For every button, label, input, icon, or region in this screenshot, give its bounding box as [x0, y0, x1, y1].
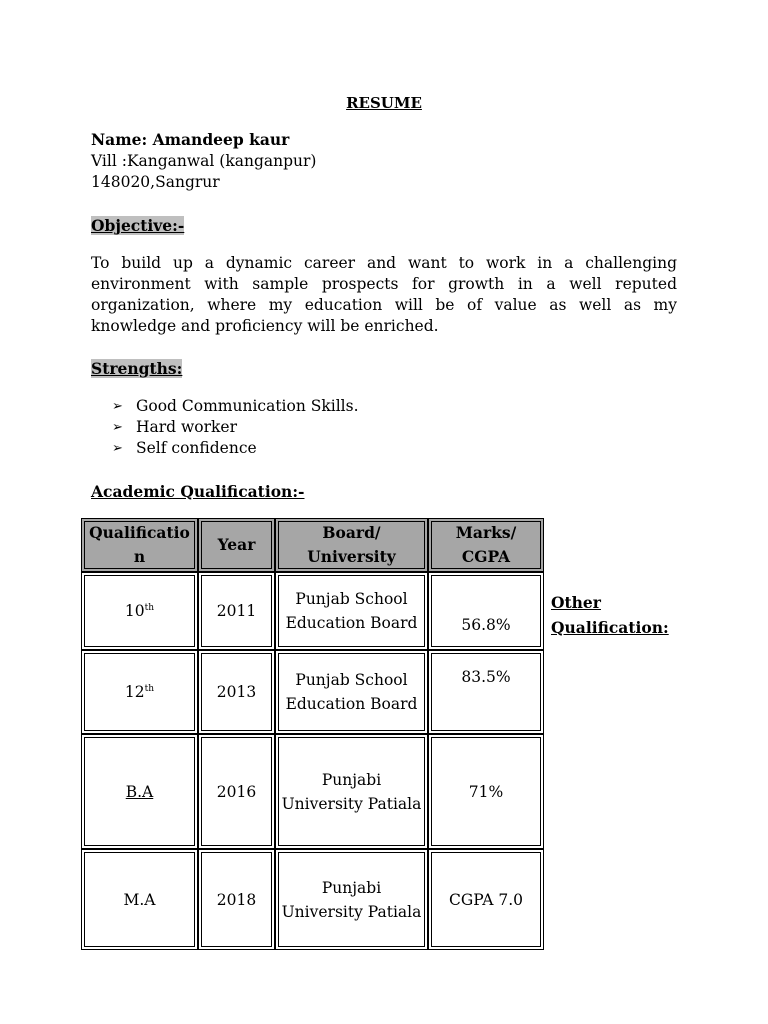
- cell-marks: 56.8%: [428, 572, 544, 650]
- header-board: Board/ University: [275, 518, 428, 572]
- cell-marks: 71%: [428, 734, 544, 849]
- name-line: Name: Amandeep kaur: [91, 130, 290, 149]
- list-item: ➢ Self confidence: [112, 439, 257, 457]
- objective-text: To build up a dynamic career and want to work in a challenging environment with sample prospects for growth in a well reputed organization, where my education will be of value as well as my knowledge and proficiency will be enriched.: [91, 254, 677, 335]
- header-marks: Marks/ CGPA: [428, 518, 544, 572]
- table-row: [81, 572, 544, 650]
- objective-heading: Objective:-: [91, 216, 185, 235]
- list-item: ➢ Hard worker: [112, 418, 237, 436]
- other-qualification-heading: Other Qualification:: [551, 593, 669, 637]
- cell-qualification: B.A: [81, 734, 198, 849]
- cell-qualification: 10th: [81, 572, 198, 650]
- cell-year: 2013: [198, 650, 275, 734]
- cell-qualification: M.A: [81, 849, 198, 950]
- academic-heading: Academic Qualification:-: [91, 482, 305, 501]
- list-item: ➢ Good Communication Skills.: [112, 397, 359, 415]
- cell-marks: 83.5%: [428, 650, 544, 734]
- arrow-bullet-icon: ➢: [112, 441, 123, 456]
- arrow-bullet-icon: ➢: [112, 420, 123, 435]
- table-row: [81, 849, 544, 950]
- cell-year: 2018: [198, 849, 275, 950]
- cell-marks: CGPA 7.0: [428, 849, 544, 950]
- address-line-2: 148020,Sangrur: [91, 173, 220, 191]
- page-title: RESUME: [346, 94, 422, 112]
- cell-year: 2011: [198, 572, 275, 650]
- cell-qualification: 12th: [81, 650, 198, 734]
- strengths-list: [112, 396, 359, 459]
- cell-board: Punjabi University Patiala: [275, 849, 428, 950]
- academic-table: [81, 518, 544, 950]
- strengths-heading: Strengths:: [91, 359, 183, 378]
- header-year: Year: [198, 518, 275, 572]
- table-header-row: [81, 518, 544, 572]
- cell-year: 2016: [198, 734, 275, 849]
- arrow-bullet-icon: ➢: [112, 399, 123, 414]
- cell-board: Punjab School Education Board: [275, 650, 428, 734]
- table-row: [81, 650, 544, 734]
- address-line-1: Vill :Kanganwal (kanganpur): [91, 152, 317, 170]
- header-qualification: Qualificatio n: [81, 518, 198, 572]
- cell-board: Punjab School Education Board: [275, 572, 428, 650]
- table-row: [81, 734, 544, 849]
- cell-board: Punjabi University Patiala: [275, 734, 428, 849]
